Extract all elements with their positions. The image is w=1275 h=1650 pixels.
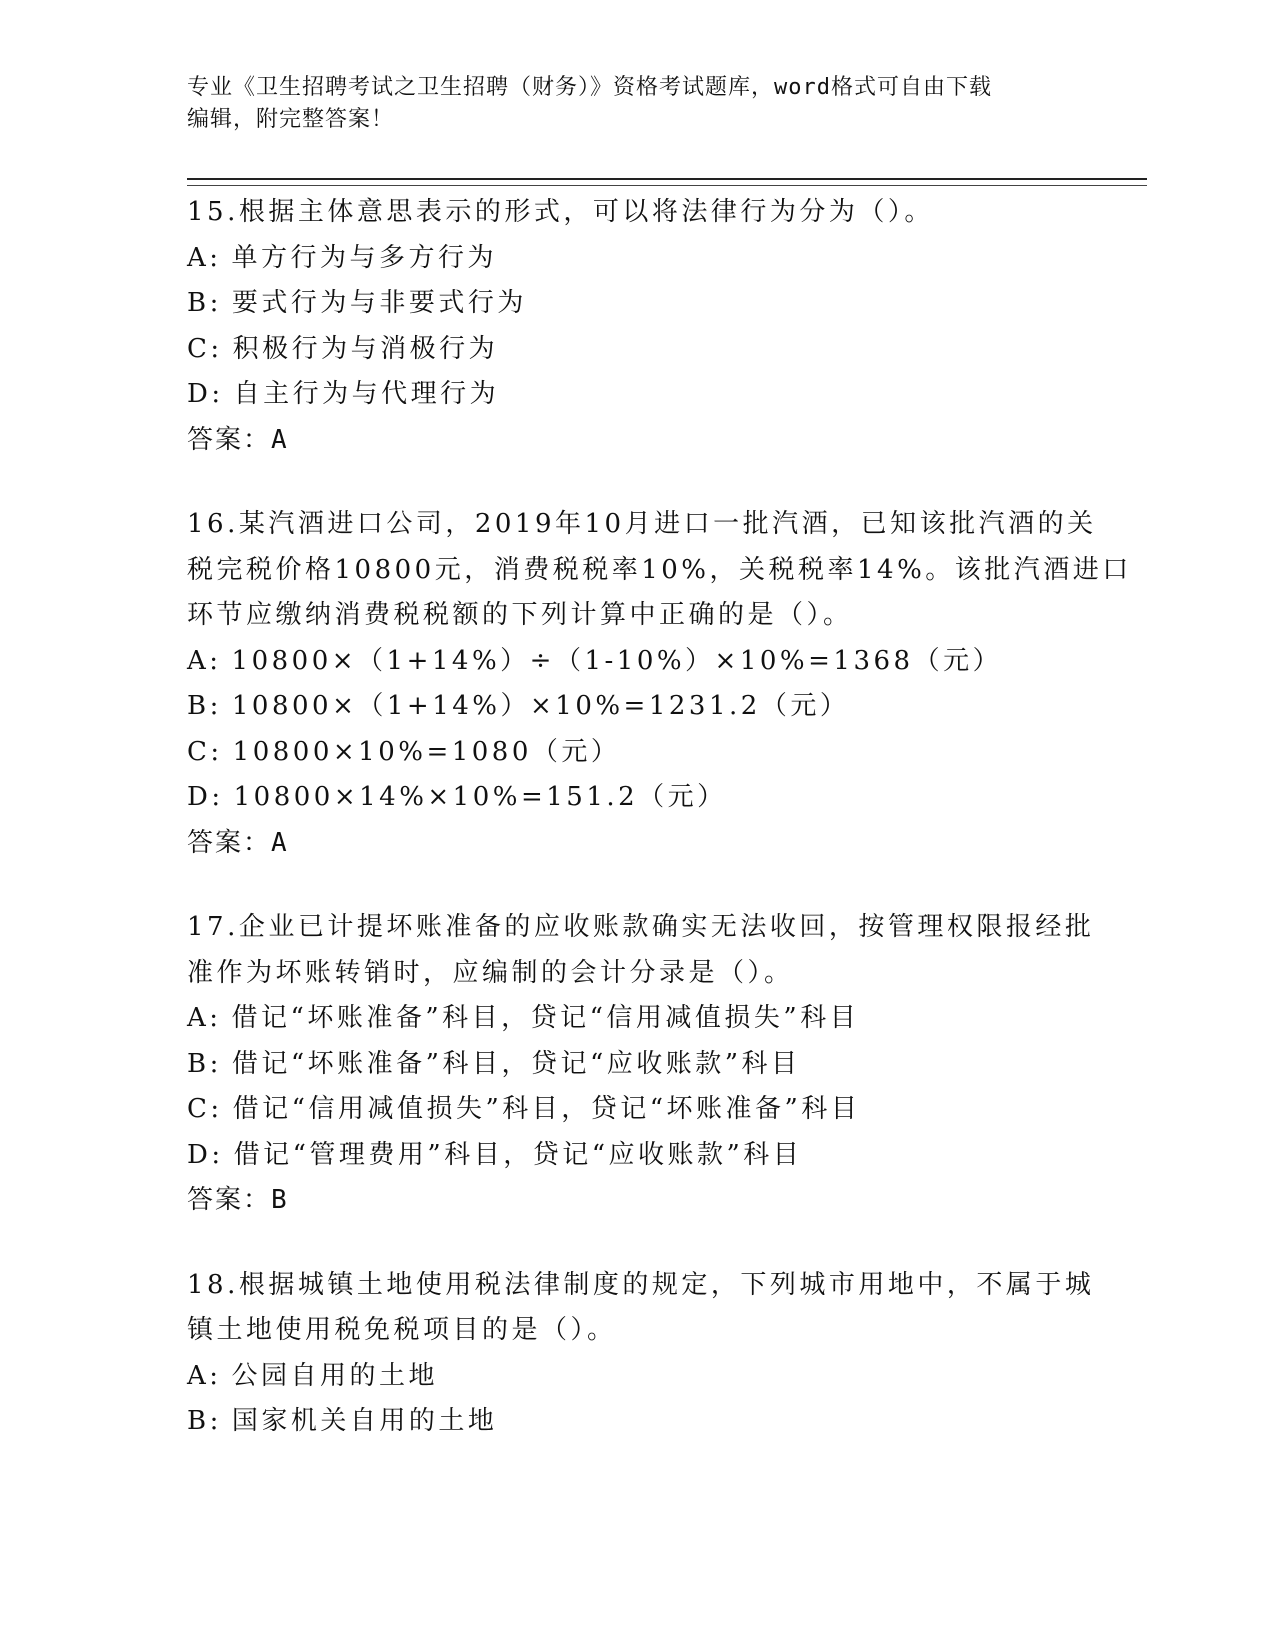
option-b [187,684,1087,730]
option-label: B: [187,691,222,721]
option-a [187,996,1087,1042]
question-stem: 16.某汽酒进口公司，2019年10月进口一批汽酒，已知该批汽酒的关 [187,509,1097,539]
document-header [187,72,1067,136]
option-text: 公园自用的土地 [231,1360,439,1391]
option-c [187,327,1087,373]
option-label: B: [187,288,222,318]
option-text: 要式行为与非要式行为 [231,288,527,318]
option-label: C: [187,1094,223,1124]
question-stem: 15.根据主体意思表示的形式，可以将法律行为分为（）。 [187,197,934,227]
question-stem: 17.企业已计提坏账准备的应收账款确实无法收回，按管理权限报经批 [187,912,1095,942]
option-label: A: [187,1360,222,1391]
option-text: 借记“信用减值损失”科目，贷记“坏账准备”科目 [232,1094,861,1124]
option-c [187,730,1087,776]
option-label: D: [187,379,224,409]
option-label: D: [187,782,224,812]
question-stem: 环节应缴纳消费税税额的下列计算中正确的是（）。 [187,600,853,630]
header-divider-thin [187,185,1147,186]
question-stem: 镇土地使用税免税项目的是（）。 [187,1315,617,1345]
option-d [187,775,1087,821]
option-label: B: [187,1406,222,1436]
question-18 [187,1263,1095,1445]
header-divider [187,178,1147,180]
question-16 [187,502,1132,866]
option-text: 借记“坏账准备”科目，贷记“应收账款”科目 [231,1048,801,1079]
option-text: 国家机关自用的土地 [231,1406,498,1436]
question-stem: 18.根据城镇土地使用税法律制度的规定，下列城市用地中，不属于城 [187,1269,1095,1300]
option-label: C: [187,736,223,767]
option-label: C: [187,333,223,364]
option-b [187,281,1087,327]
option-a [187,639,1087,685]
option-text: 借记“坏账准备”科目，贷记“信用减值损失”科目 [231,1003,860,1033]
option-text: 10800×10%=1080（元） [232,736,621,767]
option-d [187,1133,1087,1179]
option-c [187,1087,1087,1133]
option-text: 自主行为与代理行为 [233,379,500,409]
option-label: A: [187,1003,222,1033]
header-line: 专业《卫生招聘考试之卫生招聘（财务）》资格考试题库，word格式可自由下载 [187,75,992,100]
question-stem: 准作为坏账转销时，应编制的会计分录是（）。 [187,957,794,988]
question-stem: 税完税价格10800元，消费税税率10%，关税税率14%。该批汽酒进口 [187,554,1132,585]
option-b [187,1042,1087,1088]
option-a [187,1354,1087,1400]
option-label: B: [187,1048,222,1079]
question-17 [187,905,1095,1224]
option-text: 积极行为与消极行为 [232,333,499,364]
question-list [187,190,1132,1484]
answer-line: 答案：A [187,424,289,455]
option-text: 借记“管理费用”科目，贷记“应收账款”科目 [233,1139,803,1170]
option-label: D: [187,1139,224,1170]
option-text: 10800×14%×10%=151.2（元） [233,782,727,812]
answer-line: 答案：A [187,827,289,858]
option-text: 10800×（1+14%）×10%=1231.2（元） [231,691,850,721]
question-15 [187,190,1087,463]
option-b [187,1399,1087,1445]
option-label: A: [187,242,222,273]
option-label: A: [187,645,222,676]
option-a [187,236,1087,282]
option-text: 10800×（1+14%）÷（1-10%）×10%=1368（元） [231,645,1003,676]
option-text: 单方行为与多方行为 [231,242,498,273]
option-d [187,372,1087,418]
header-line: 编辑，附完整答案！ [187,107,395,132]
answer-line: 答案：B [187,1185,289,1215]
